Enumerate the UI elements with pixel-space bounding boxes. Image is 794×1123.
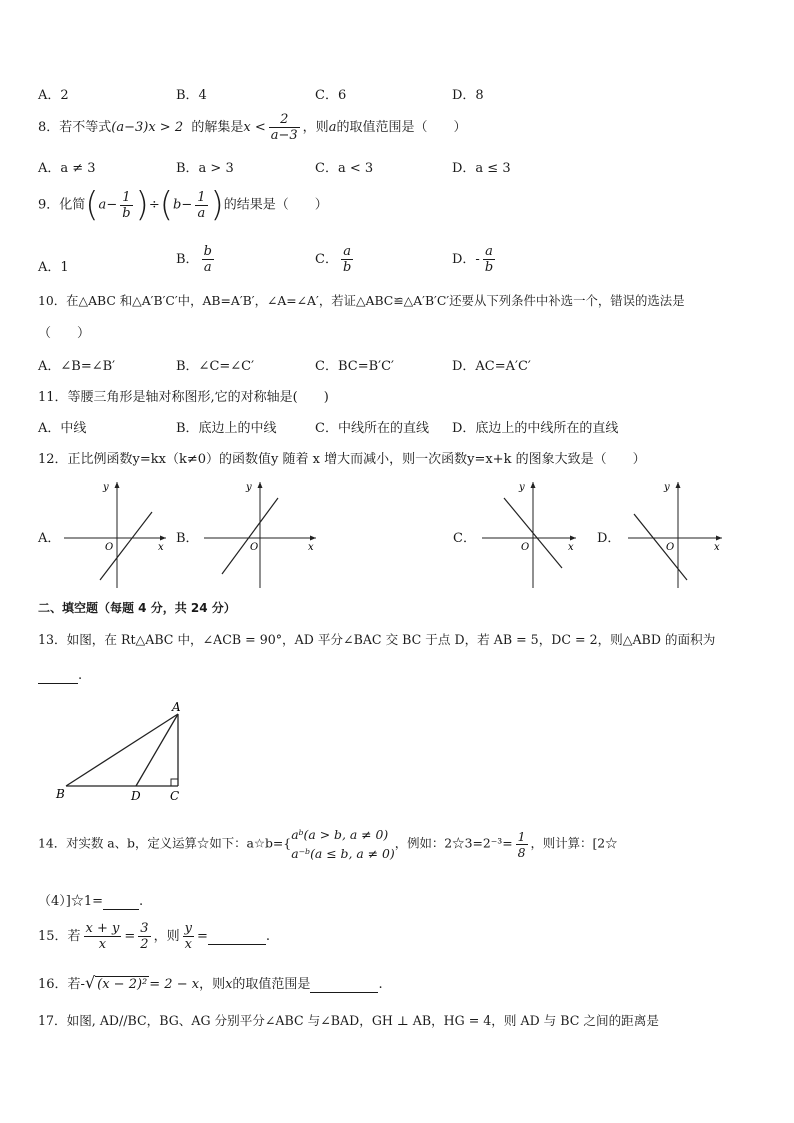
q9-option-b: B． $\frac{b}{a}$ <box>176 244 212 275</box>
graph-c-x: x <box>568 542 574 553</box>
q11-option-a: A．中线 <box>38 421 87 436</box>
q11-stem: 11．等腰三角形是轴对称图形,它的对称轴是( ) <box>38 390 329 405</box>
graph-a <box>60 478 170 590</box>
q10-option-c: C．BC=B′C′ <box>315 359 394 374</box>
q13-stem: 13．如图，在 Rt△ABC 中，∠ACB = 90°，AD 平分∠BAC 交 BC 于点 D，若 AB = 5，DC = 2，则△ABD 的面积为 <box>38 632 716 647</box>
q9-option-a: A．1 <box>38 260 69 275</box>
graph-a-x: x <box>158 542 164 553</box>
q10-option-a: A．∠B=∠B′ <box>38 359 116 374</box>
point-c-label: C <box>170 789 180 803</box>
q12-stem: 12．正比例函数y=kx（k≠0）的函数值y 随着 x 增大而减小，则一次函数y=x+k 的图象大致是（ ） <box>38 452 646 467</box>
graph-c-origin: O <box>521 542 530 553</box>
q7-option-c: C．6 <box>315 88 347 103</box>
q11-option-b: B．底边上的中线 <box>176 421 277 436</box>
q7-option-a: A．2 <box>38 88 69 103</box>
graph-b-origin: O <box>250 542 259 553</box>
graph-d <box>624 478 726 590</box>
section-fill-in-heading: 二、填空题（每题 4 分，共 24 分） <box>38 601 236 615</box>
q14-line2: （4）]☆1= . <box>38 894 144 909</box>
q8-option-c: C．a < 3 <box>315 161 374 176</box>
q17-stem: 17．如图, AD//BC，BG、AG 分别平分∠ABC 与∠BAD，GH ⊥ AB，HG = 4，则 AD 与 BC 之间的距离是 <box>38 1013 659 1028</box>
graph-c <box>478 478 580 590</box>
graph-c-y: y <box>519 482 525 493</box>
graph-a-origin: O <box>105 542 114 553</box>
q13-answer-line: . <box>38 668 82 684</box>
graph-b-line <box>222 498 278 574</box>
q8-fraction: $\frac{2}{a-3}$ <box>270 112 298 143</box>
q7-option-b: B．4 <box>176 88 207 103</box>
graph-b-x: x <box>308 542 314 553</box>
graph-d-x: x <box>714 542 720 553</box>
q15-stem: 15．若 $\frac{x + y}{x}$ = $\frac{3}{2}$ ，则 $\frac{y}{x}$ = . <box>38 921 270 952</box>
q10-option-b: B．∠C=∠C′ <box>176 359 255 374</box>
q11-option-c: C．中线所在的直线 <box>315 421 429 436</box>
q9-option-c: C． $\frac{a}{b}$ <box>315 244 352 275</box>
q10-option-d: D．AC=A′C′ <box>452 359 531 374</box>
point-b-label: B <box>56 787 65 801</box>
q14-stem: 14．对实数 a、b，定义运算☆如下：a☆b={ aᵇ(a > b, a ≠ 0) a⁻ᵇ(a ≤ b, a ≠ 0) ，例如：2☆3=2⁻³= $\frac{1}{8}$ ，则计算：[2☆ <box>38 827 618 861</box>
q16-stem: 16．若-√ (x − 2)² = 2 − x，则x的取值范围是 . <box>38 973 383 992</box>
q12-label-d: D． <box>597 531 621 546</box>
graph-b <box>200 478 320 590</box>
q8-option-a: A．a ≠ 3 <box>38 161 96 176</box>
q11-option-d: D．底边上的中线所在的直线 <box>452 421 619 436</box>
graph-a-y: y <box>103 482 109 493</box>
q10-stem: 10．在△ABC 和△A′B′C′中，AB=A′B′，∠A=∠A′，若证△ABC≌△A′B′C′还要从下列条件中补选一个，错误的选法是 <box>38 293 685 308</box>
q9-stem: 9．化简(a− $\frac{1}{b}$ )÷(b− $\frac{1}{a}$ )的结果是（ ） <box>38 185 328 225</box>
graph-b-y: y <box>246 482 252 493</box>
graph-d-y: y <box>664 482 670 493</box>
q12-label-c: C． <box>453 531 476 546</box>
q8-option-d: D．a ≤ 3 <box>452 161 511 176</box>
graph-d-origin: O <box>666 542 675 553</box>
q7-option-d: D．8 <box>452 88 484 103</box>
q9-option-d: D．- $\frac{a}{b}$ <box>452 244 494 275</box>
graph-d-line <box>634 514 687 580</box>
q10-stem-line2: （ ） <box>38 326 91 341</box>
q12-label-b: B． <box>176 531 199 546</box>
q12-label-a: A． <box>38 531 61 546</box>
q8-stem: 8．若不等式(a−3)x > 2 的解集是x < $\frac{2}{a-3}$ ，则a的取值范围是（ ） <box>38 112 467 143</box>
q8-option-b: B．a > 3 <box>176 161 234 176</box>
point-d-label: D <box>131 789 141 803</box>
point-a-label: A <box>172 700 181 714</box>
q13-triangle-figure <box>52 700 192 806</box>
